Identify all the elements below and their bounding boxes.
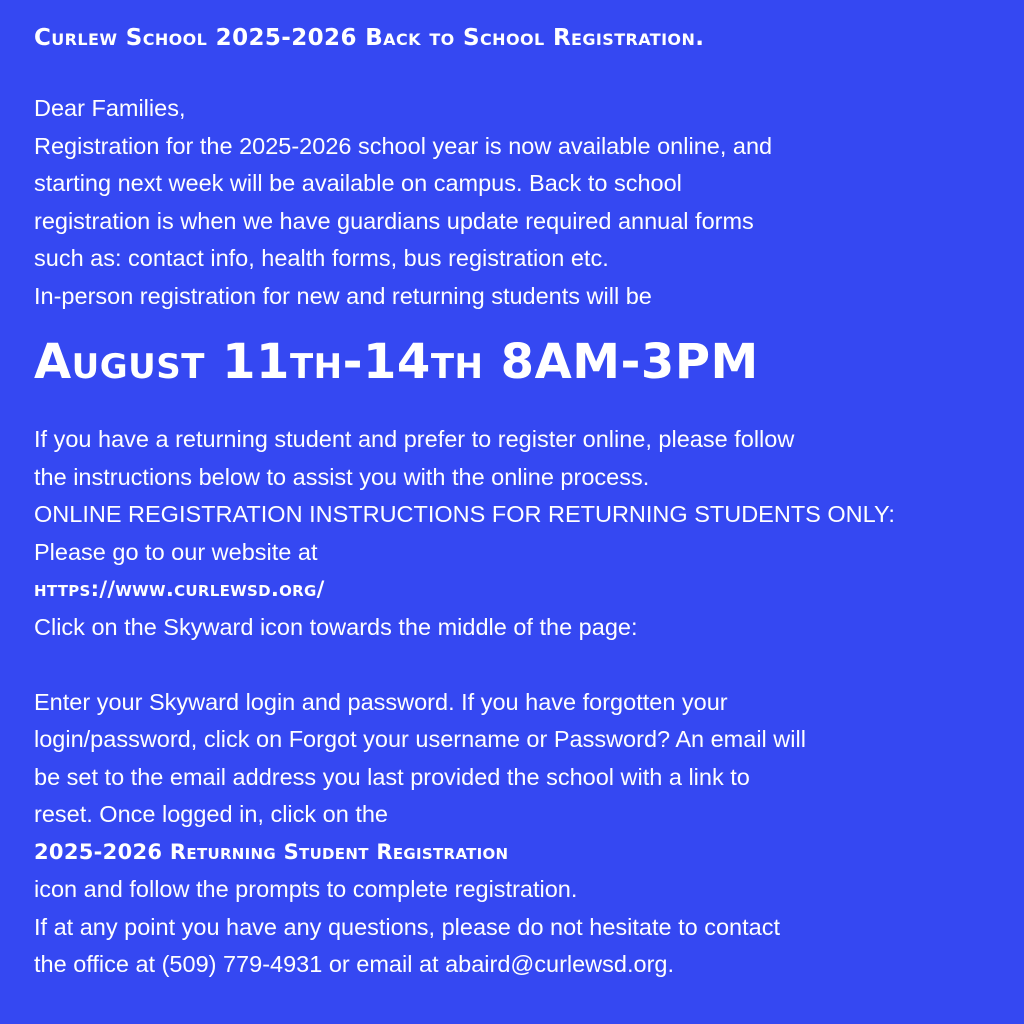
login-line: reset. Once logged in, click on the xyxy=(34,801,389,827)
intro-line: starting next week will be available on campus. Back to school xyxy=(34,170,682,196)
registration-dates: August 11th-14th 8AM-3PM xyxy=(34,334,759,390)
intro-line: Registration for the 2025-2026 school year is now available online, and xyxy=(34,132,773,159)
online-line: If you have a returning student and prefer to register online, please follow xyxy=(34,426,795,452)
login-paragraph xyxy=(34,684,988,834)
closing-line: If at any point you have any questions, please do not hesitate to contact xyxy=(34,913,780,940)
online-line: the instructions below to assist you with the online process. xyxy=(34,463,650,490)
intro-paragraph xyxy=(34,90,988,315)
skyward-instruction: Click on the Skyward icon towards the middle of the page: xyxy=(34,613,638,640)
intro-line: Dear Families, xyxy=(34,95,186,121)
login-line: be set to the email address you last provided the school with a link to xyxy=(34,763,750,790)
intro-line: registration is when we have guardians update required annual forms xyxy=(34,207,754,234)
closing-line: icon and follow the prompts to complete registration. xyxy=(34,876,578,902)
website-link[interactable]: https://www.curlewsd.org/ xyxy=(34,577,325,601)
flyer-title: Curlew School 2025-2026 Back to School Registration. xyxy=(34,25,705,51)
online-line: Please go to our website at xyxy=(34,538,318,565)
login-line: login/password, click on Forgot your username or Password? An email will xyxy=(34,726,806,752)
online-paragraph xyxy=(34,421,988,571)
intro-line: In-person registration for new and returning students will be xyxy=(34,282,652,309)
returning-registration-label: 2025-2026 Returning Student Registration xyxy=(34,839,509,864)
online-line: ONLINE REGISTRATION INSTRUCTIONS FOR RETURNING STUDENTS ONLY: xyxy=(34,501,895,527)
spacer xyxy=(34,646,988,684)
intro-line: such as: contact info, health forms, bus registration etc. xyxy=(34,245,609,271)
login-line: Enter your Skyward login and password. If you have forgotten your xyxy=(34,688,728,715)
closing-line: the office at (509) 779-4931 or email at abaird@curlewsd.org. xyxy=(34,951,674,977)
closing-paragraph xyxy=(34,871,988,984)
